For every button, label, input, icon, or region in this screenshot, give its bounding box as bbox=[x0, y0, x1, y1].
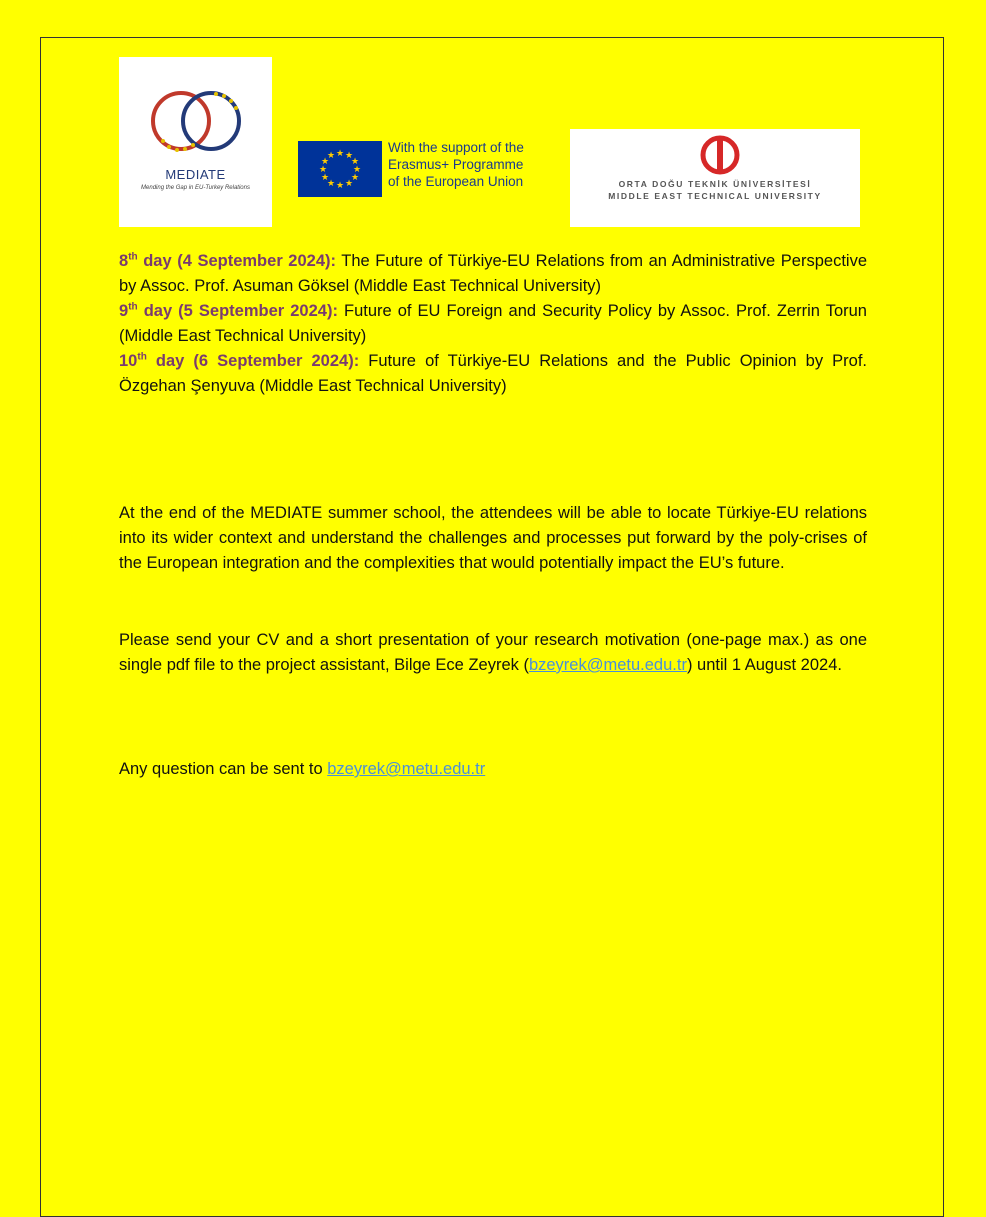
erasmus-text-line1: With the support of the bbox=[388, 140, 524, 155]
svg-text:★: ★ bbox=[352, 165, 362, 175]
day-entry bbox=[119, 299, 867, 349]
svg-text:★: ★ bbox=[335, 149, 345, 159]
metu-logo-english: MIDDLE EAST TECHNICAL UNIVERSITY bbox=[608, 191, 822, 201]
eu-flag-icon bbox=[298, 141, 382, 197]
erasmus-text-line2: Erasmus+ Programme bbox=[388, 157, 524, 172]
svg-text:★: ★ bbox=[350, 173, 360, 183]
assistant-email-link[interactable]: bzeyrek@metu.edu.tr bbox=[528, 656, 687, 674]
day-label: 10th day (6 September 2024): bbox=[119, 351, 360, 370]
contact-paragraph: Any question can be sent to bzeyrek@metu.edu.tr bbox=[119, 760, 486, 778]
day-description: Future of Türkiye-EU Relations and the Public Opinion by Prof. Özgehan Şenyuva (Middle East Technical University) bbox=[119, 352, 868, 395]
mediate-logo bbox=[119, 57, 272, 227]
mediate-logo-word: MEDIATE bbox=[165, 167, 226, 182]
svg-text:★: ★ bbox=[318, 165, 328, 175]
erasmus-text-line3: of the European Union bbox=[388, 174, 524, 189]
svg-text:★: ★ bbox=[350, 157, 360, 167]
day-label: 8th day (4 September 2024): bbox=[119, 251, 337, 270]
mediate-logo-tagline: Mending the Gap in EU-Turkey Relations bbox=[141, 185, 250, 191]
program-schedule bbox=[119, 249, 867, 399]
svg-text:★: ★ bbox=[326, 179, 336, 189]
svg-text:★: ★ bbox=[344, 179, 354, 189]
svg-text:★: ★ bbox=[335, 181, 345, 191]
contact-email-link[interactable]: bzeyrek@metu.edu.tr bbox=[327, 760, 486, 778]
day-entry bbox=[119, 249, 867, 299]
erasmus-text bbox=[388, 139, 568, 190]
svg-text:★: ★ bbox=[344, 151, 354, 161]
svg-text:★: ★ bbox=[320, 173, 330, 183]
application-paragraph: Please send your CV and a short presentation of your research motivation (one-page max.) as one single pdf file to the project assistant, Bilge Ece Zeyrek (bzeyrek@metu.edu.tr) until 1 August 2024. bbox=[119, 631, 867, 674]
metu-logo-turkish: ORTA DOĞU TEKNİK ÜNİVERSİTESİ bbox=[618, 179, 812, 189]
metu-logo bbox=[570, 129, 860, 227]
metu-emblem-icon bbox=[700, 135, 740, 175]
mediate-rings-icon bbox=[119, 57, 272, 167]
erasmus-logo bbox=[298, 137, 558, 197]
svg-text:★: ★ bbox=[320, 157, 330, 167]
day-description: Future of EU Foreign and Security Policy by Assoc. Prof. Zerrin Torun (Middle East Technical University) bbox=[119, 302, 867, 345]
day-description: The Future of Türkiye-EU Relations from an Administrative Perspective by Assoc. Prof. Asuman Göksel (Middle East Technical University) bbox=[119, 252, 867, 295]
day-entry bbox=[119, 349, 867, 399]
svg-text:★: ★ bbox=[326, 151, 336, 161]
outcomes-paragraph: At the end of the MEDIATE summer school, the attendees will be able to locate Türkiye-EU relations into its wider context and understand the challenges and processes put forward by the poly-crises of the European integration and the complexities that would potentially impact the EU’s future. bbox=[119, 504, 867, 572]
day-label: 9th day (5 September 2024): bbox=[119, 301, 338, 320]
